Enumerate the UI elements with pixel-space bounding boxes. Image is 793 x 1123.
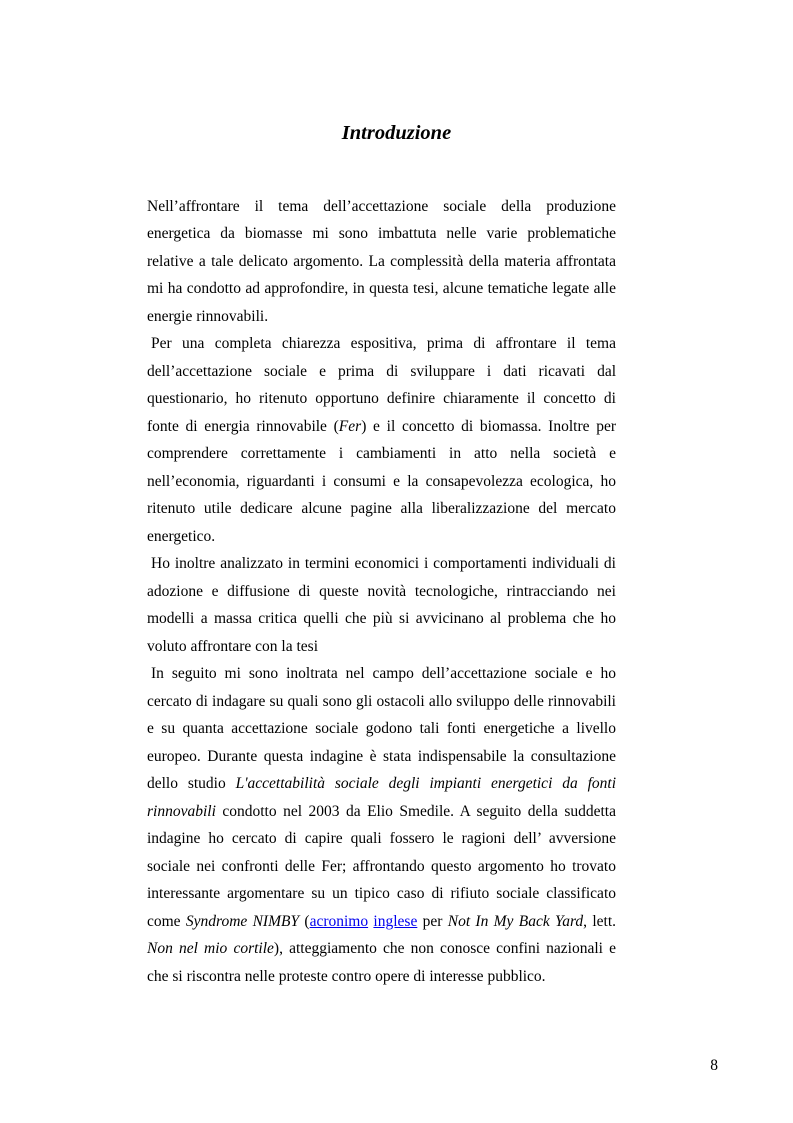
link-inglese[interactable]: inglese: [373, 912, 418, 930]
paragraph-2: [147, 330, 616, 550]
study-title: L'accettabilità sociale degli impianti energetici da fonti rinnovabili: [147, 775, 616, 820]
italian-phrase: Non nel mio cortile: [147, 940, 274, 957]
page-title: Introduzione: [341, 122, 452, 144]
paragraph-4-text-f: ), atteggiamento che non conosce confini nazionali e che si riscontra nelle proteste contro opere di interesse pubblico.: [147, 940, 616, 985]
paragraph-4-text-d: per: [422, 912, 448, 930]
paragraph-4-text-e: , lett.: [583, 912, 617, 930]
paragraph-4-text-a: In seguito mi sono inoltrata nel campo dell’accettazione sociale e ho cercato di indagare su quali sono gli ostacoli allo sviluppo delle rinnovabili e su quanta accettazione sociale godono tali fonti energetiche a livello europeo. Durante questa indagine è stata indispensabile la consultazione dello studio: [147, 665, 616, 792]
nimby-term: Syndrome NIMBY: [185, 912, 300, 930]
link-acronimo[interactable]: acronimo: [309, 912, 369, 930]
body-text: [147, 193, 616, 991]
english-phrase: Not In My Back Yard: [447, 912, 584, 930]
paragraph-4: [147, 660, 616, 990]
paragraph-4-text-c: (: [299, 912, 310, 930]
paragraph-4-text-b: condotto nel 2003 da Elio Smedile. A seguito della suddetta indagine ho cercato di capire quali fossero le ragioni dell’ avversione sociale nei confronti delle Fer; affrontando questo argomento ho trovato interessante argomentare su un tipico caso di rifiuto sociale classificato come: [147, 802, 616, 930]
paragraph-2-text-b: ) e il concetto di biomassa. Inoltre per comprendere correttamente i cambiamenti in atto nella società e nell’economia, riguardanti i consumi e la consapevolezza ecologica, ho ritenuto utile dedicare alcune pagine alla liberalizzazione del mercato energetico.: [147, 417, 616, 545]
paragraph-2-text-a: Per una completa chiarezza espositiva, prima di affrontare il tema dell’accettazione sociale e prima di sviluppare i dati ricavati dal questionario, ho ritenuto opportuno definire chiaramente il concetto di fonte di energia rinnovabile (: [147, 335, 616, 435]
paragraph-3: Ho inoltre analizzato in termini economici i comportamenti individuali di adozione e diffusione di queste novità tecnologiche, rintracciando nei modelli a massa critica quelli che più si avvicinano al problema che ho voluto affrontare con la tesi: [147, 555, 616, 655]
fer-term: Fer: [338, 417, 362, 435]
paragraph-1: Nell’affrontare il tema dell’accettazione sociale della produzione energetica da biomasse mi sono imbattuta nelle varie problematiche relative a tale delicato argomento. La complessità della materia affrontata mi ha condotto ad approfondire, in questa tesi, alcune tematiche legate alle energie rinnovabili.: [147, 197, 616, 325]
page-number: 8: [710, 1057, 718, 1074]
